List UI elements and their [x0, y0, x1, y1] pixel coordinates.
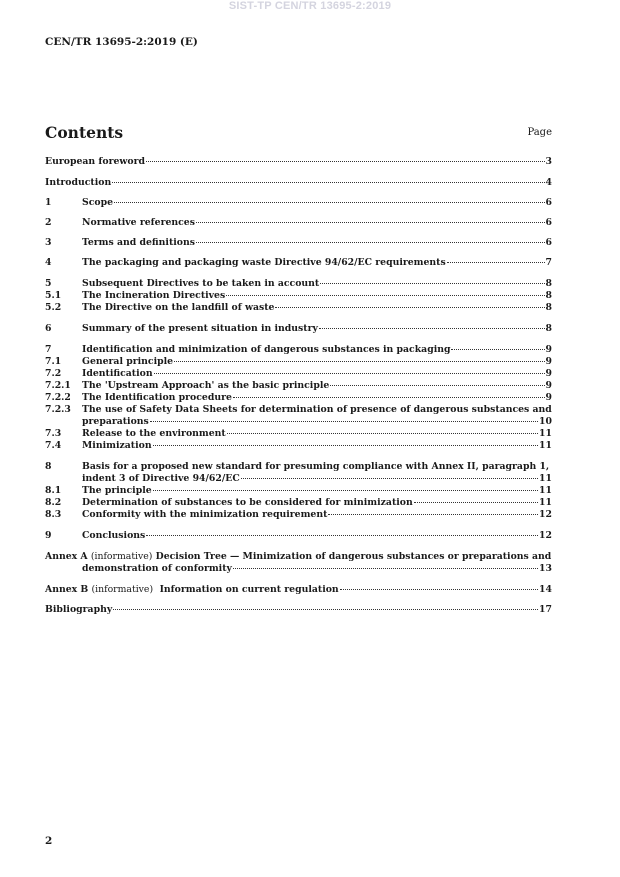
leader-dots: [153, 445, 538, 446]
toc-title: Introduction: [45, 177, 112, 188]
toc-entry-7-2-2[interactable]: [45, 392, 552, 404]
leader-dots: [146, 535, 538, 536]
leader-dots: [414, 502, 538, 503]
toc-title: European foreword: [45, 156, 145, 167]
leader-dots: [174, 361, 544, 362]
toc-entry-7-3[interactable]: [45, 428, 552, 440]
toc-entry-8[interactable]: [45, 461, 552, 485]
toc-page: 4: [545, 177, 552, 188]
toc-page: 9: [545, 392, 552, 403]
toc-number: 5.1: [45, 290, 62, 301]
toc-title: Identification: [82, 368, 153, 379]
toc-entry-5-2[interactable]: [45, 302, 552, 314]
toc-number: 7.1: [45, 356, 62, 367]
toc-page: 8: [545, 302, 552, 313]
toc-title: The Incineration Directives: [82, 290, 226, 301]
toc-page: 14: [539, 584, 552, 595]
leader-dots: [112, 182, 544, 183]
toc-entry-7-2[interactable]: [45, 368, 552, 380]
page-number: 2: [45, 835, 53, 847]
toc-number: 7.2.2: [45, 392, 71, 403]
leader-dots: [150, 421, 538, 422]
toc-title-continued: preparations: [82, 416, 149, 427]
document-id: CEN/TR 13695-2:2019 (E): [45, 36, 198, 48]
toc-page: 8: [545, 323, 552, 334]
toc-title: Release to the environment: [82, 428, 226, 439]
toc-title: Bibliography: [45, 604, 113, 615]
toc-entry-7-2-3[interactable]: [45, 404, 552, 428]
leader-dots: [226, 295, 544, 296]
toc-title: General principle: [82, 356, 174, 367]
toc-number: 5.2: [45, 302, 62, 313]
toc-number: 7.3: [45, 428, 62, 439]
toc-entry-2[interactable]: [45, 217, 552, 229]
toc-page: 3: [545, 156, 552, 167]
toc-page: 10: [539, 416, 552, 427]
leader-dots: [114, 202, 545, 203]
toc-entry-8-1[interactable]: [45, 485, 552, 497]
toc-number: 5: [45, 278, 52, 289]
toc-page: 9: [545, 368, 552, 379]
toc-title: Summary of the present situation in industry: [82, 323, 318, 334]
contents-heading: Contents: [45, 123, 124, 142]
toc-number: 7.2: [45, 368, 62, 379]
leader-dots: [154, 373, 545, 374]
toc-page: 17: [539, 604, 552, 615]
toc-entry-annex-b[interactable]: [45, 584, 552, 596]
leader-dots: [196, 222, 545, 223]
toc-number: 3: [45, 237, 52, 248]
toc-title-continued: indent 3 of Directive 94/62/EC: [82, 473, 240, 484]
toc-number: 8.1: [45, 485, 62, 496]
toc-entry-1[interactable]: [45, 197, 552, 209]
toc-entry-6[interactable]: [45, 323, 552, 335]
toc-title: Normative references: [82, 217, 195, 228]
toc-number: 2: [45, 217, 52, 228]
leader-dots: [113, 609, 538, 610]
toc-page: 12: [539, 509, 552, 520]
watermark: SIST-TP CEN/TR 13695-2:2019: [228, 0, 392, 12]
toc-title: The 'Upstream Approach' as the basic principle: [82, 380, 330, 391]
toc-entry-7-2-1[interactable]: [45, 380, 552, 392]
toc-title: Determination of substances to be considered for minimization: [82, 497, 413, 508]
leader-dots: [451, 349, 544, 350]
annex-label: Annex B: [45, 584, 89, 595]
toc-entry-8-3[interactable]: [45, 509, 552, 521]
toc-page: 11: [539, 497, 552, 508]
toc-page: 9: [545, 344, 552, 355]
toc-title: The principle: [82, 485, 152, 496]
annex-kind: (informative): [91, 584, 154, 595]
toc-entry-7[interactable]: [45, 344, 552, 356]
toc-title: Conformity with the minimization requirement: [82, 509, 328, 520]
annex-label: Annex A: [45, 551, 88, 562]
toc-title: Terms and definitions: [82, 237, 195, 248]
toc-page: 6: [545, 197, 552, 208]
toc-entry-9[interactable]: [45, 530, 552, 542]
toc-number: 4: [45, 257, 52, 268]
toc-page: 11: [539, 440, 552, 451]
toc-title: Basis for a proposed new standard for presuming compliance with Annex II, paragraph 1,: [82, 461, 550, 472]
leader-dots: [146, 161, 545, 162]
toc-title: Minimization: [82, 440, 152, 451]
leader-dots: [330, 385, 544, 386]
leader-dots: [320, 283, 544, 284]
toc-title: The Identification procedure: [82, 392, 232, 403]
leader-dots: [447, 262, 545, 263]
toc-page: 13: [539, 563, 552, 574]
leader-dots: [233, 397, 545, 398]
toc-page: 6: [545, 217, 552, 228]
toc-title: Conclusions: [82, 530, 146, 541]
toc-page: 8: [545, 290, 552, 301]
toc-number: 8: [45, 461, 52, 472]
leader-dots: [319, 328, 545, 329]
table-of-contents: [45, 156, 552, 616]
toc-number: 7.2.3: [45, 404, 71, 415]
toc-page: 9: [545, 380, 552, 391]
page-column-label: Page: [527, 127, 552, 138]
toc-entry-foreword[interactable]: [45, 156, 552, 168]
toc-title-continued: demonstration of conformity: [82, 563, 232, 574]
toc-number: 6: [45, 323, 52, 334]
toc-entry-5[interactable]: [45, 278, 552, 290]
toc-title: Subsequent Directives to be taken in account: [82, 278, 320, 289]
leader-dots: [153, 490, 538, 491]
toc-title: The Directive on the landfill of waste: [82, 302, 275, 313]
leader-dots: [275, 307, 544, 308]
leader-dots: [233, 568, 538, 569]
toc-page: 7: [545, 257, 552, 268]
toc-number: 7: [45, 344, 52, 355]
toc-page: 9: [545, 356, 552, 367]
toc-page: 6: [545, 237, 552, 248]
toc-title: Scope: [82, 197, 113, 208]
toc-entry-annex-a[interactable]: [45, 551, 552, 575]
leader-dots: [340, 589, 538, 590]
toc-number: 7.2.1: [45, 380, 71, 391]
toc-entry-8-2[interactable]: [45, 497, 552, 509]
toc-entry-bibliography[interactable]: [45, 604, 552, 616]
toc-entry-7-1[interactable]: [45, 356, 552, 368]
toc-number: 8.3: [45, 509, 62, 520]
toc-number: 1: [45, 197, 52, 208]
toc-number: 7.4: [45, 440, 62, 451]
toc-title: The packaging and packaging waste Directive 94/62/EC requirements: [82, 257, 446, 268]
leader-dots: [196, 242, 545, 243]
toc-entry-7-4[interactable]: [45, 440, 552, 452]
toc-number: 9: [45, 530, 52, 541]
toc-number: 8.2: [45, 497, 62, 508]
toc-entry-5-1[interactable]: [45, 290, 552, 302]
toc-page: 12: [539, 530, 552, 541]
toc-page: 8: [545, 278, 552, 289]
toc-page: 11: [539, 428, 552, 439]
toc-entry-introduction[interactable]: [45, 177, 552, 189]
toc-title: Decision Tree — Minimization of dangerous substances or preparations and: [155, 551, 552, 562]
toc-title: Identification and minimization of dangerous substances in packaging: [82, 344, 451, 355]
toc-entry-3[interactable]: [45, 237, 552, 249]
toc-page: 11: [539, 485, 552, 496]
leader-dots: [328, 514, 538, 515]
leader-dots: [241, 478, 538, 479]
toc-title: The use of Safety Data Sheets for determination of presence of dangerous substances and: [82, 404, 552, 415]
leader-dots: [227, 433, 538, 434]
toc-entry-4[interactable]: [45, 257, 552, 269]
annex-kind: (informative): [90, 551, 153, 562]
toc-page: 11: [539, 473, 552, 484]
toc-title: Information on current regulation: [159, 584, 339, 595]
